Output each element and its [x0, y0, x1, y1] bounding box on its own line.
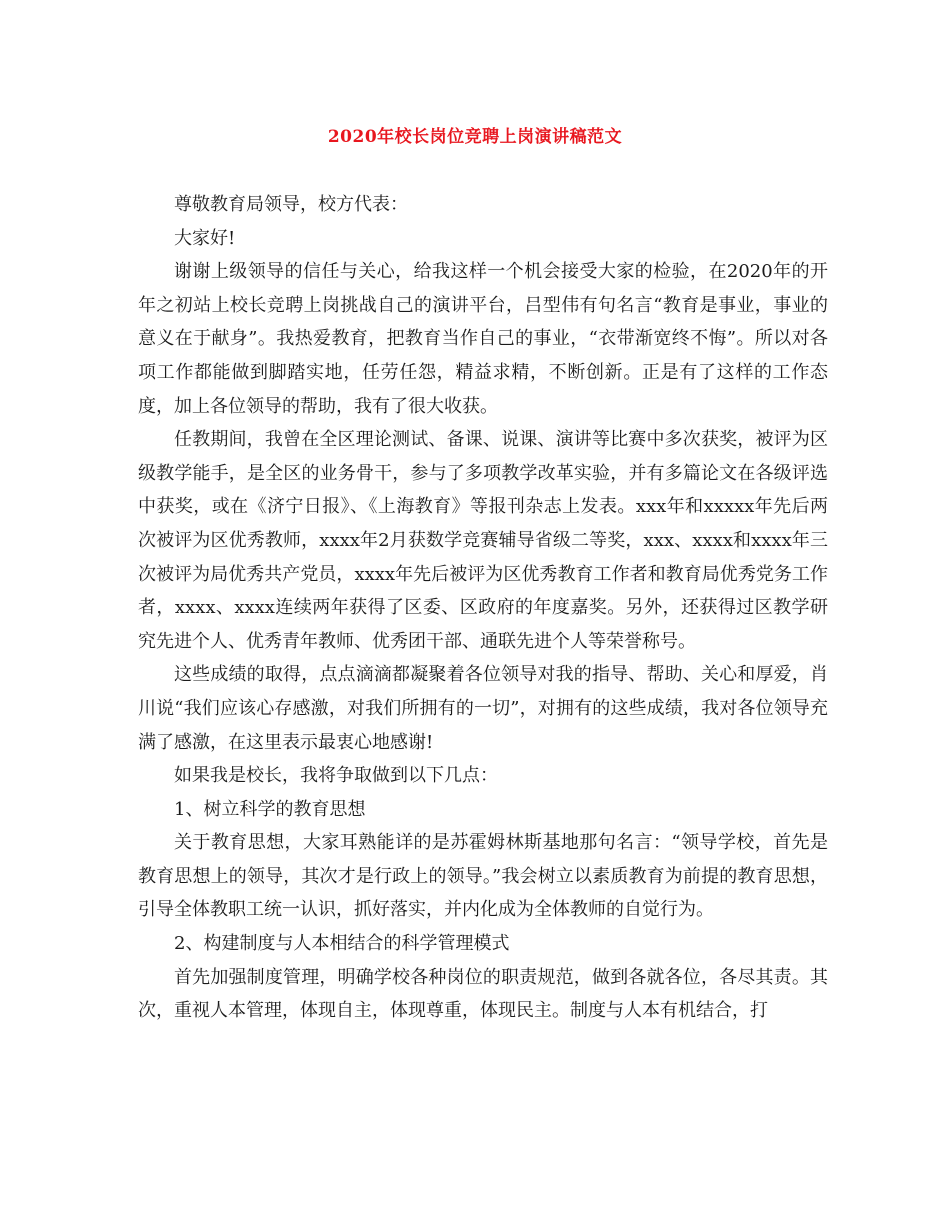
document-title: 2020年校长岗位竞聘上岗演讲稿范文: [327, 127, 623, 147]
paragraph-achievements: 任教期间，我曾在全区理论测试、备课、说课、演讲等比赛中多次获奖，被评为区级教学能手，是全区的业务骨干，参与了多项教学改革实验，并有多篇论文在各级评选中获奖，或在《济宁日报》、《上海教育》等报刊杂志上发表。xxx年和xxxxx年先后两次被评为区优秀教师，xxxx年2月获数学竞赛辅导省级二等奖，xxx、xxxx和xxxx年三次被评为局优秀共产党员，xxxx年先后被评为区优秀教育工作者和教育局优秀党务工作者，xxxx、xxxx连续两年获得了区委、区政府的年度嘉奖。另外，还获得过区教学研究先进个人、优秀青年教师、优秀团干部、通联先进个人等荣誉称号。: [138, 429, 828, 652]
paragraph-intro-points: 如果我是校长，我将争取做到以下几点：: [174, 765, 498, 787]
paragraph-management: 首先加强制度管理，明确学校各种岗位的职责规范，做到各就各位，各尽其责。其次，重视人本管理，体现自主，体现尊重，体现民主。制度与人本有机结合，打: [138, 966, 828, 1022]
paragraph-thanks: 谢谢上级领导的信任与关心，给我这样一个机会接受大家的检验，在2020年的开年之初站上校长竞聘上岗挑战自己的演讲平台，吕型伟有句名言“教育是事业，事业的意义在于献身”。我热爱教育，把教育当作自己的事业，“衣带渐宽终不悔”。所以对各项工作都能做到脚踏实地，任劳任怨，精益求精，不断创新。正是有了这样的工作态度，加上各位领导的帮助，我有了很大收获。: [138, 261, 828, 417]
salutation: 尊敬教育局领导，校方代表：: [174, 194, 408, 215]
greeting: 大家好!: [174, 227, 236, 249]
document-body: [138, 188, 828, 1028]
paragraph-gratitude: 这些成绩的取得，点点滴滴都凝聚着各位领导对我的指导、帮助、关心和厚爱，肖川说“我们应该心存感激，对我们所拥有的一切”，对拥有的这些成绩，我对各位领导充满了感激，在这里表示最衷心地感谢!: [138, 664, 828, 753]
paragraph-education-thought: 关于教育思想，大家耳熟能详的是苏霍姆林斯基地那句名言：“领导学校，首先是教育思想上的领导，其次才是行政上的领导。”我会树立以素质教育为前提的教育思想，引导全体教职工统一认识，抓好落实，并内化成为全体教师的自觉行为。: [138, 832, 828, 921]
section-heading-1: 1、树立科学的教育思想: [174, 798, 366, 820]
section-heading-2: 2、构建制度与人本相结合的科学管理模式: [174, 933, 510, 955]
